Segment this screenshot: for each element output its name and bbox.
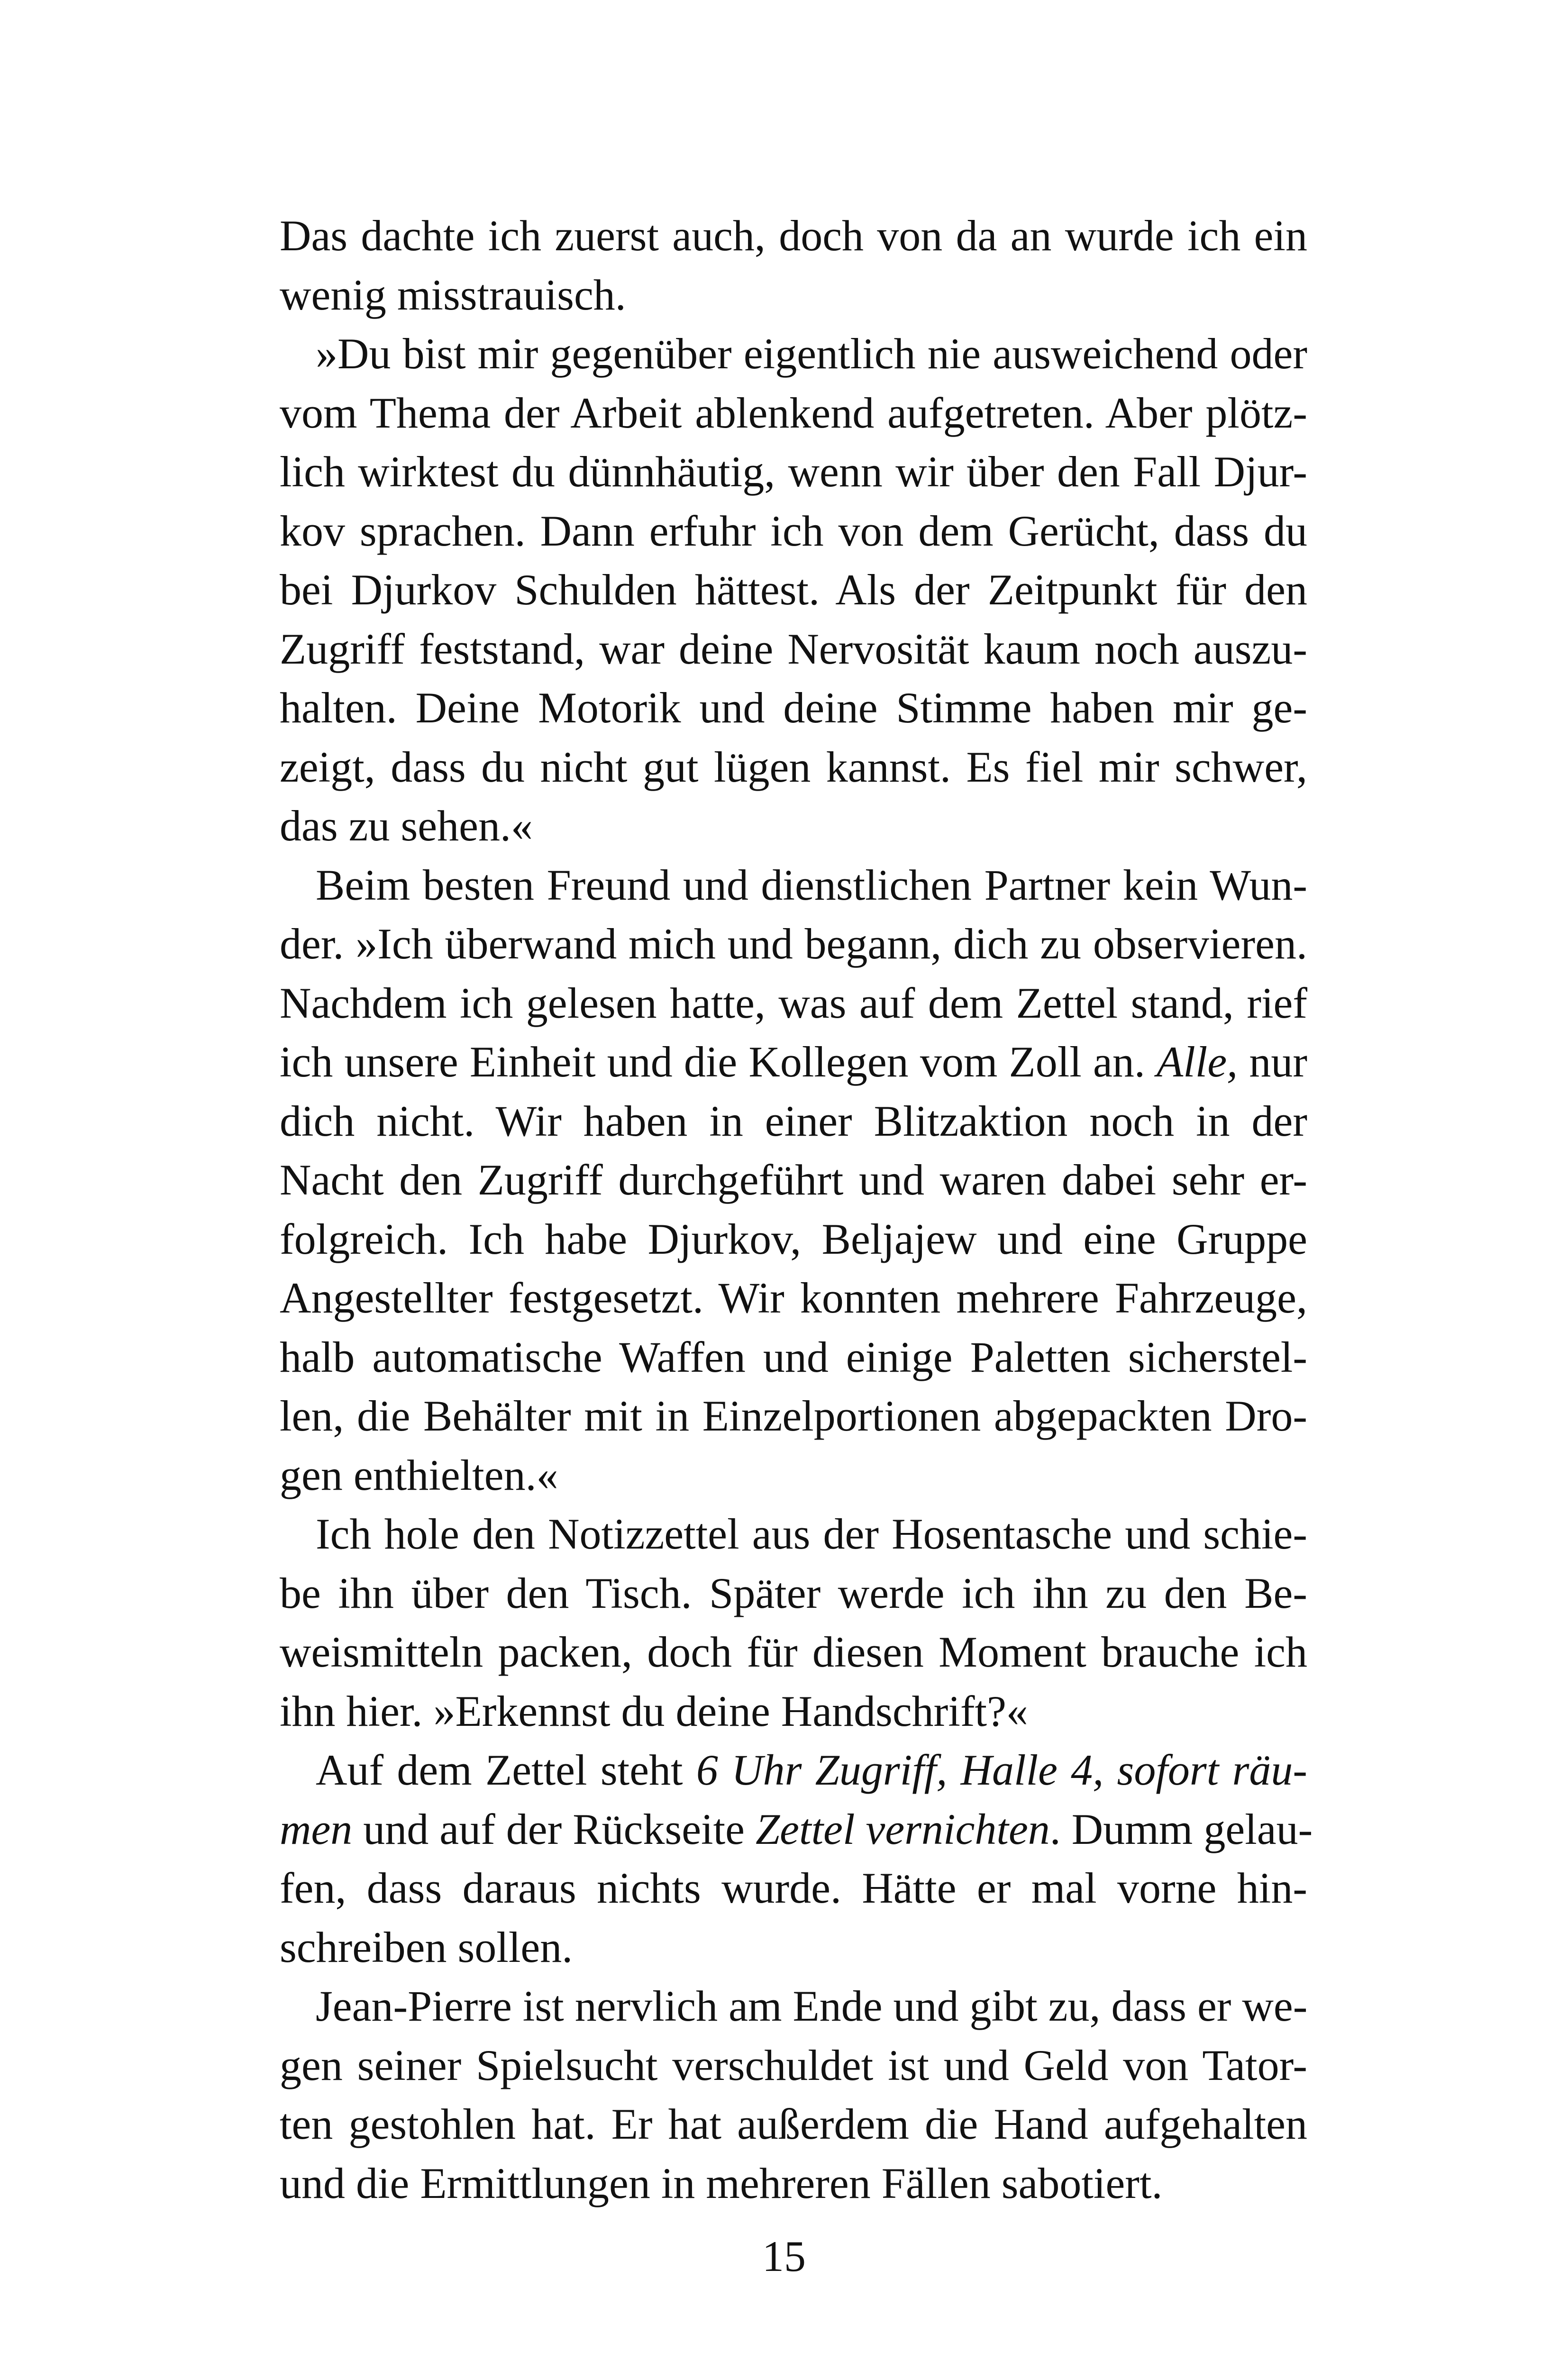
text-line: gen enthielten.« (280, 1450, 558, 1499)
text-line: halten. Deine Motorik und deine Stimme haben mir ge- (280, 684, 1307, 732)
text-line: zeigt, dass du nicht gut lügen kannst. Es fiel mir schwer, (280, 742, 1307, 791)
text-segment: Auf dem Zettel steht (316, 1746, 696, 1794)
text-line (280, 1800, 1313, 1859)
text-line: Ich hole den Notizzettel aus der Hosentasche und schie- (316, 1510, 1307, 1558)
text-segment: und auf der Rückseite (352, 1805, 756, 1853)
text-line: be ihn über den Tisch. Später werde ich ihn zu den Be- (280, 1568, 1307, 1617)
text-line: vom Thema der Arbeit ablenkend aufgetreten. Aber plötz- (280, 388, 1307, 437)
text-line: das zu sehen.« (280, 802, 533, 850)
italic-segment: Zettel vernichten (756, 1805, 1050, 1853)
text-line: Angestellter festgesetzt. Wir konnten mehrere Fahrzeuge, (280, 1274, 1307, 1322)
text-line: len, die Behälter mit in Einzelportionen abgepackten Dro- (280, 1392, 1307, 1440)
text-line: schreiben sollen. (280, 1923, 573, 1971)
text-line: Nachdem ich gelesen hatte, was auf dem Zettel stand, rief (280, 978, 1307, 1027)
text-line: Jean-Pierre ist nervlich am Ende und gibt zu, dass er we- (316, 1982, 1308, 2030)
text-line: weismitteln packen, doch für diesen Moment brauche ich (280, 1628, 1307, 1676)
text-segment: nur (1238, 1038, 1307, 1086)
text-line: wenig misstrauisch. (280, 270, 626, 319)
text-line: lich wirktest du dünnhäutig, wenn wir über den Fall Djur- (280, 447, 1307, 496)
text-line: »Du bist mir gegenüber eigentlich nie ausweichend oder (316, 329, 1307, 378)
italic-segment: 6 Uhr Zugriff, Halle 4, sofort räu- (696, 1746, 1308, 1794)
text-segment: . Dumm gelau- (1049, 1805, 1313, 1853)
text-line: Das dachte ich zuerst auch, doch von da an wurde ich ein (280, 211, 1307, 260)
text-line: ihn hier. »Erkennst du deine Handschrift?« (280, 1686, 1028, 1735)
text-line (280, 1741, 1307, 1800)
text-line: Beim besten Freund und dienstlichen Partner kein Wun- (316, 860, 1307, 909)
text-segment: ich unsere Einheit und die Kollegen vom Zoll an. (280, 1038, 1157, 1086)
text-line: fen, dass daraus nichts wurde. Hätte er mal vorne hin- (280, 1864, 1307, 1912)
page-number: 15 (762, 2232, 806, 2280)
italic-segment: Alle, (1157, 1038, 1238, 1086)
text-line: Zugriff feststand, war deine Nervosität kaum noch auszu- (280, 624, 1307, 673)
text-line: folgreich. Ich habe Djurkov, Beljajew und eine Gruppe (280, 1214, 1307, 1263)
italic-segment: men (280, 1805, 353, 1853)
text-line (280, 1032, 1307, 1092)
text-line: halb automatische Waffen und einige Paletten sicherstel- (280, 1332, 1307, 1381)
text-line: bei Djurkov Schulden hättest. Als der Zeitpunkt für den (280, 565, 1307, 614)
text-line: und die Ermittlungen in mehreren Fällen sabotiert. (280, 2159, 1163, 2207)
text-line: gen seiner Spielsucht verschuldet ist und Geld von Tator- (280, 2041, 1307, 2089)
body-text (280, 206, 1313, 2213)
text-line: ten gestohlen hat. Er hat außerdem die Hand aufgehalten (280, 2100, 1307, 2148)
text-line: der. »Ich überwand mich und begann, dich zu observieren. (280, 920, 1307, 968)
text-line: Nacht den Zugriff durchgeführt und waren dabei sehr er- (280, 1156, 1307, 1204)
text-line: dich nicht. Wir haben in einer Blitzaktion noch in der (280, 1096, 1307, 1145)
text-line: kov sprachen. Dann erfuhr ich von dem Gerücht, dass du (280, 506, 1307, 555)
